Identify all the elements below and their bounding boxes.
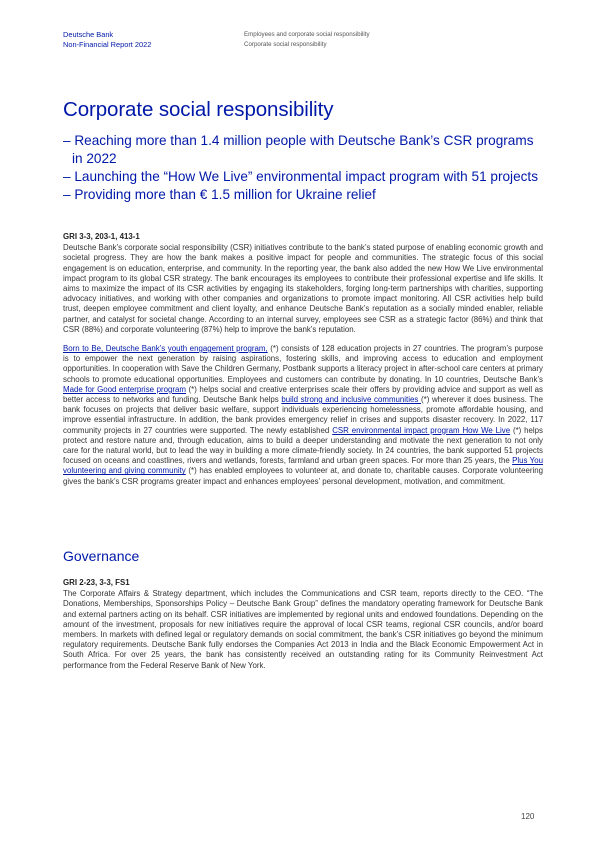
- intro-section: [63, 232, 543, 487]
- highlights-list: [63, 132, 543, 204]
- section-breadcrumb: [244, 30, 370, 49]
- report-name: Non-Financial Report 2022: [63, 39, 152, 49]
- communities-link[interactable]: build strong and inclusive communities: [281, 395, 422, 405]
- highlight-item: – Reaching more than 1.4 million people with Deutsche Bank’s CSR programs in 2022: [63, 133, 534, 166]
- born-to-be-link[interactable]: Born to Be, Deutsche Bank’s youth engagement program,: [63, 344, 268, 354]
- highlight-item: – Launching the “How We Live” environmental impact program with 51 projects: [63, 169, 539, 184]
- report-header: [63, 30, 151, 49]
- breadcrumb-section: Corporate social responsibility: [244, 40, 327, 48]
- governance-paragraph: The Corporate Affairs & Strategy department, which includes the Communications and CSR team, reports directly to the CEO. “The Donations, Memberships, Sponsorships Policy – Deutsche Bank Group” defines the mandatory operating framework for Deutsche Bank and external partners acting on its behalf. CSR initiatives are implemented by regional units and endowed foundations. Depending on the amount of the investment, proposals for new initiatives require the approval of local CSR teams, regional CSR councils, and/or board members. In markets with defined legal or regulatory demands on social commitment, the bank’s CSR initiatives go beyond the minimum regulatory requirements. Deutsche Bank fully endorses the Companies Act 2013 in India and the Black Economic Empowerment Act in South Africa. For over 25 years, the bank has consistently received an outstanding rating for its Community Reinvestment Act performance from the Federal Reserve Bank of New York.: [63, 589, 543, 670]
- company-name: Deutsche Bank: [63, 30, 114, 39]
- plus-you-link[interactable]: Plus You volunteering and giving community: [63, 456, 543, 476]
- governance-section: [63, 578, 543, 671]
- page-number: 120: [521, 812, 535, 821]
- made-for-good-link[interactable]: Made for Good enterprise program: [63, 384, 186, 394]
- gri-reference: GRI 3-3, 203-1, 413-1: [63, 232, 140, 241]
- governance-heading: Governance: [63, 548, 140, 564]
- highlight-item: – Providing more than € 1.5 million for Ukraine relief: [63, 187, 376, 202]
- intro-paragraph: Deutsche Bank’s corporate social responsibility (CSR) initiatives contribute to the bank’s stated purpose of enabling economic growth and societal progress. They are how the bank makes a positive impact for people and communities. The strategic focus of this social engagement is on education, enterprise, and community. In the reporting year, the bank also added the new How We Live environmental impact program to its global CSR strategy. The bank encourages its employees to contribute their professional expertise and life skills. It aims to maximize the impact of its CSR activities by engaging its stakeholders, forging long-term partnerships with charities, supporting advocacy initiatives, and working with other companies and organizations to promote impact monitoring. All CSR activities help build trust, deepen employee commitment and client loyalty, and enhance Deutsche Bank’s reputation as a socially minded enabler, reliable partner, and catalyst for societal change. According to an internal survey, employees see CSR as a strategic factor (86%) and think that CSR (88%) and corporate volunteering (87%) help to improve the bank’s reputation.: [63, 243, 543, 334]
- gri-reference: GRI 2-23, 3-3, FS1: [63, 578, 130, 587]
- page-title: Corporate social responsibility: [63, 98, 334, 121]
- how-we-live-link[interactable]: CSR environmental impact program How We Live: [332, 425, 511, 435]
- breadcrumb-chapter: Employees and corporate social responsibility: [244, 31, 370, 38]
- programs-paragraph: Born to Be, Deutsche Bank’s youth engagement program, (*) consists of 128 education projects in 27 countries. The program’s purpose is to empower the next generation by raising aspirations, fostering skills, and improving access to education and employment opportunities. In cooperation with Save the Children Germany, Postbank supports a literacy project in after-school care centers at primary schools to promote educational opportunities. Employees and customers can contribute by donating. In 10 countries, Deutsche Bank’s Made for Good enterprise program (*) helps social and creative enterprises scale their offers by providing advice and support as well as better access to networks and funding. Deutsche Bank helps build strong and inclusive communities (*) wherever it does business. The bank focuses on projects that deliver basic welfare, support individuals experiencing homelessness, promote affordable housing, and improve essential infrastructure. In addition, the bank provides emergency relief in crises and supports disaster recovery. In 2022, 117 community projects in 27 countries were supported. The newly established CSR environmental impact program How We Live (*) helps protect and restore nature and, through education, aims to build a deeper understanding and motivate the next generation to not only care for the natural world, but to lead the way in building a more climate-friendly society. In 24 countries, the bank supported 51 projects focused on oceans and coastlines, rivers and wetlands, forests, farmland and urban green spaces. For more than 25 years, the Plus You volunteering and giving community (*) has enabled employees to volunteer at, and donate to, charitable causes. Corporate volunteering gives the bank’s CSR programs greater impact and enhances employees’ personal development, motivation, and commitment.: [63, 344, 544, 486]
